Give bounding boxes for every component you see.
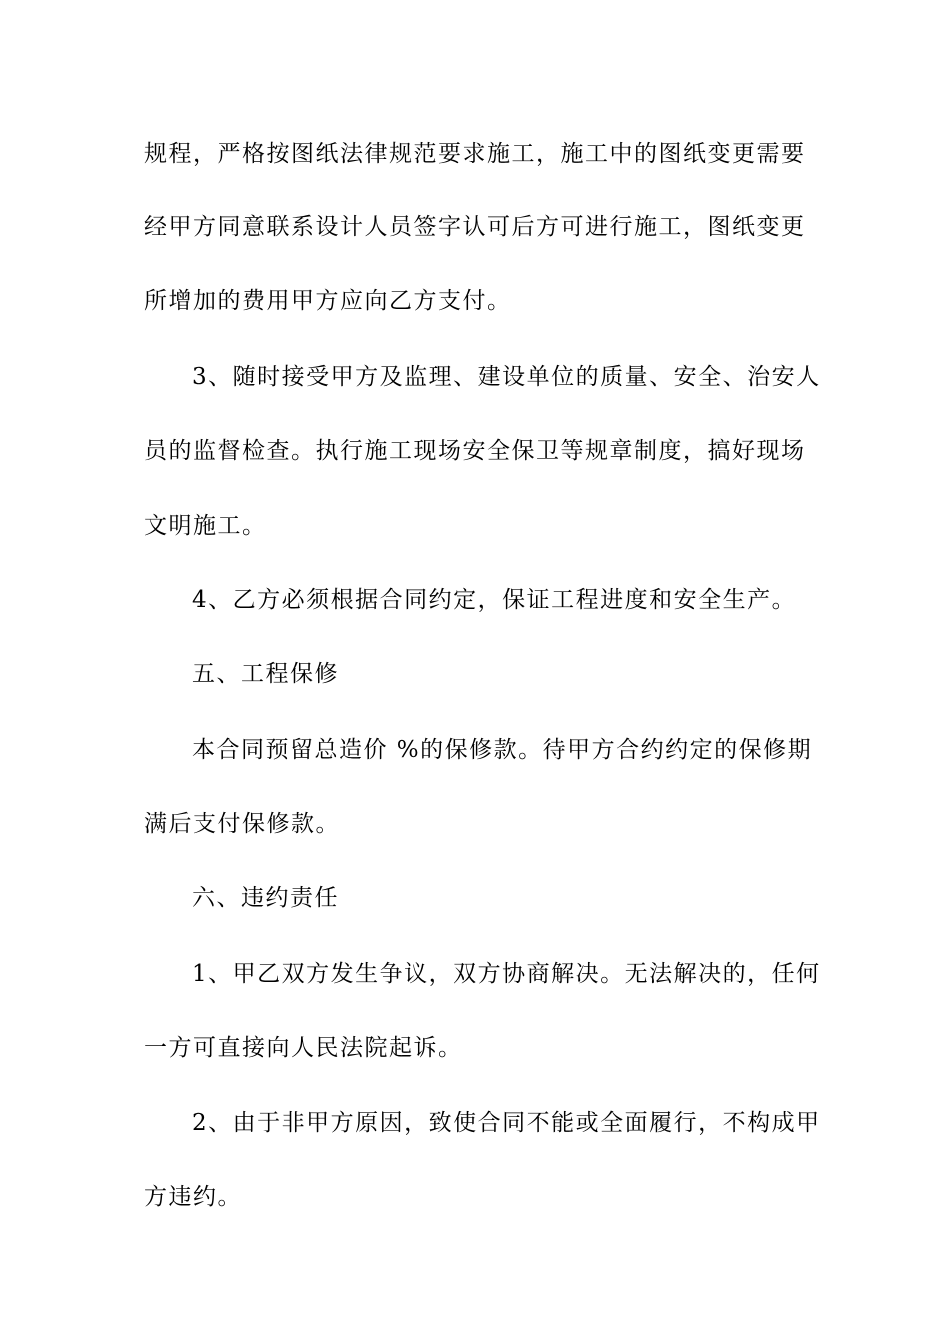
warranty-text: 本合同预留总造价 %的保修款。待甲方合约约定的保修期 [192,737,813,763]
body-text-line: 文明施工。 [144,513,267,539]
section-heading-liability: 六、违约责任 [192,885,339,911]
body-text-line: 规程，严格按图纸法律规范要求施工，施工中的图纸变更需要 [144,141,806,167]
body-text-line: 一方可直接向人民法院起诉。 [144,1035,463,1061]
body-text-line: 满后支付保修款。 [144,811,340,837]
body-text-line: 方违约。 [144,1184,242,1210]
liability-clause-2-text: 2、由于非甲方原因，致使合同不能或全面履行，不构成甲 [192,1110,821,1136]
clause-4-text: 4、乙方必须根据合同约定，保证工程进度和安全生产。 [192,587,797,613]
section-heading-warranty: 五、工程保修 [192,661,339,687]
body-text-line: 经甲方同意联系设计人员签字认可后方可进行施工，图纸变更 [144,214,806,240]
liability-clause-1-text: 1、甲乙双方发生争议，双方协商解决。无法解决的，任何 [192,961,821,987]
body-text-line: 员的监督检查。执行施工现场安全保卫等规章制度，搞好现场 [144,438,806,464]
body-text-line: 所增加的费用甲方应向乙方支付。 [144,288,512,314]
clause-3-text: 3、随时接受甲方及监理、建设单位的质量、安全、治安人 [192,364,821,390]
